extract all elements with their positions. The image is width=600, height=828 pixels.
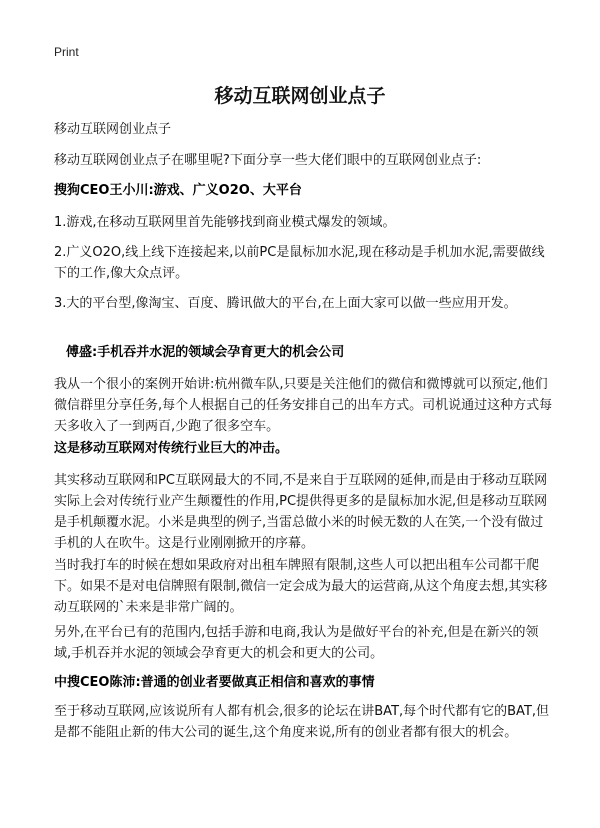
intro-paragraph: 移动互联网创业点子在哪里呢?下面分享一些大佬们眼中的互联网创业点子: — [54, 153, 482, 168]
subtitle: 移动互联网创业点子 — [54, 122, 172, 137]
paragraph: 当时我打车的时候在想如果政府对出租车牌照有限制,这些人可以把出租车公司都干爬下。如果不是对电信牌照有限制,微信一定会成为最大的运营商,从这个角度去想,其实移动互联网的`未来是非常广阔的。 — [54, 558, 548, 615]
paragraph: 2.广义O2O,线上线下连接起来,以前PC是鼠标加水泥,现在移动是手机加水泥,需要做线下的工作,像大众点评。 — [54, 245, 545, 281]
paragraph: 至于移动互联网,应该说所有人都有机会,很多的论坛在讲BAT,每个时代都有它的BAT,但是都不能阻止新的伟大公司的诞生,这个角度来说,所有的创业者都有很大的机会。 — [54, 704, 550, 740]
section-heading: 搜狗CEO王小川:游戏、广义O2O、大平台 — [54, 183, 302, 198]
paragraph: 其实移动互联网和PC互联网最大的不同,不是来自于互联网的延伸,而是由于移动互联网实际上会对传统行业产生颠覆性的作用,PC提供得更多的是鼠标加水泥,但是移动互联网是手机颠覆水泥。小米是典型的例子,当雷总做小米的时候无数的人在笑,一个没有做过手机的人在吹牛。这是行业刚刚掀开的序幕。 — [54, 473, 548, 551]
paragraph: 另外,在平台已有的范围内,包括手游和电商,我认为是做好平台的补充,但是在新兴的领域,手机吞并水泥的领域会孕育更大的机会和更大的公司。 — [54, 625, 539, 661]
section-heading: 这是移动互联网对传统行业巨大的冲击。 — [54, 441, 289, 456]
paragraph: 我从一个很小的案例开始讲:杭州微车队,只要是关注他们的微信和微博就可以预定,他们微信群里分享任务,每个人根据自己的任务安排自己的出车方式。司机说通过这种方式每天多收入了一到两百,少跑了很多空车。 — [54, 377, 553, 434]
paragraph: 1.游戏,在移动互联网里首先能够找到商业模式爆发的领域。 — [54, 215, 396, 230]
print-link[interactable]: Print — [54, 45, 79, 59]
paragraph: 3.大的平台型,像淘宝、百度、腾讯做大的平台,在上面大家可以做一些应用开发。 — [54, 296, 517, 311]
section-heading: 傅盛:手机吞并水泥的领域会孕育更大的机会公司 — [66, 345, 345, 360]
page-title: 移动互联网创业点子 — [214, 85, 386, 107]
section-heading: 中搜CEO陈沛:普通的创业者要做真正相信和喜欢的事情 — [54, 675, 375, 690]
